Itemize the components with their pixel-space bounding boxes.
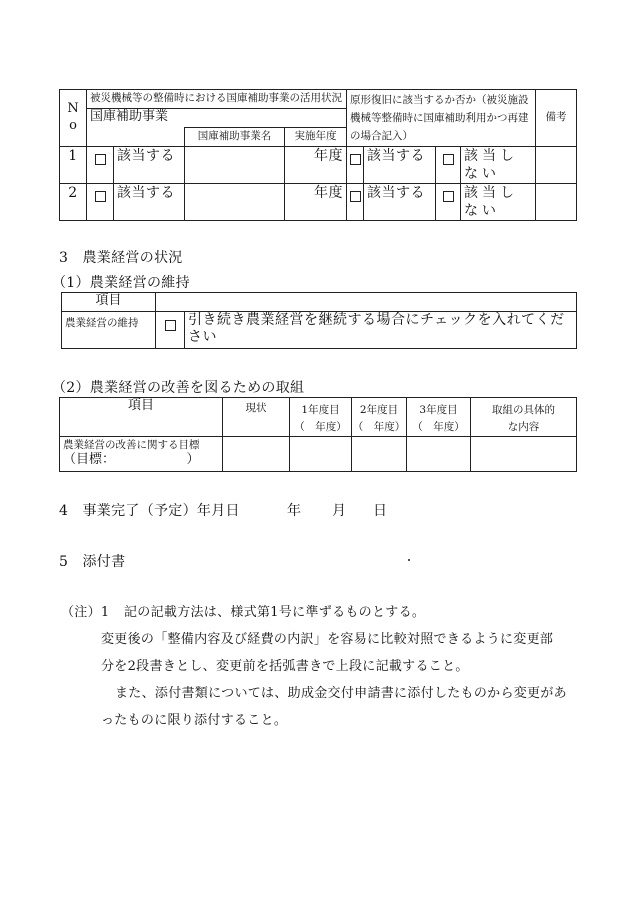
checkbox[interactable] xyxy=(95,191,106,202)
table-row xyxy=(60,146,577,183)
section-3-2-title: （2）農業経営の改善を図るための取組 xyxy=(52,380,305,396)
subsidy-header: 国庫補助事業 xyxy=(87,109,347,128)
item-header: 項目 xyxy=(62,293,156,312)
row-label: 農業経営の改善に関する目標 xyxy=(63,438,200,451)
current-cell[interactable] xyxy=(223,436,290,471)
year-header: 実施年度 xyxy=(285,128,347,146)
note-line-2: 変更後の「整備内容及び経費の内訳」を容易に比較対照できるように変更部 xyxy=(101,632,554,647)
target-field[interactable]: （目標： ） xyxy=(63,452,200,468)
checkbox[interactable] xyxy=(165,320,176,331)
year-2-header: 2年度目 xyxy=(359,404,399,416)
row-label: 農業経営の維持 xyxy=(62,312,156,349)
note-line-1: 記の記載方法は、様式第1号に準ずるものとする。 xyxy=(124,605,426,620)
current-header: 現状 xyxy=(223,398,290,437)
applies-label: 該当する xyxy=(114,146,185,183)
section-5-title: 5 添付書 xyxy=(59,554,126,570)
not-applies-label: 該当しない xyxy=(461,183,536,220)
checkbox[interactable] xyxy=(443,191,454,202)
year-label: 年 xyxy=(287,503,302,519)
subsidy-spacer xyxy=(87,128,185,146)
year-1-cell[interactable] xyxy=(290,436,352,471)
table-row xyxy=(62,312,577,349)
section-3-1-title: （1）農業経営の維持 xyxy=(52,275,190,291)
note-line-5: ったものに限り添付すること。 xyxy=(101,713,288,728)
year-3-sub: （ 年度） xyxy=(412,420,465,433)
checkbox[interactable] xyxy=(95,154,106,165)
year-3-header: 3年度目 xyxy=(419,404,458,416)
specific-cell[interactable] xyxy=(471,436,577,471)
checkbox[interactable] xyxy=(443,154,454,165)
section-4-title: 4 事業完了（予定）年月日 xyxy=(59,503,240,519)
subsidy-name-cell[interactable] xyxy=(185,146,285,183)
item-header: 項目 xyxy=(60,398,223,437)
row-number: 1 xyxy=(60,146,87,183)
month-label: 月 xyxy=(332,503,347,519)
row-number: 2 xyxy=(60,183,87,220)
checkbox[interactable] xyxy=(350,154,361,165)
specific-header: 取組の具体的な内容 xyxy=(471,398,577,437)
farm-maintenance-table xyxy=(61,292,577,349)
subsidy-name-header: 国庫補助事業名 xyxy=(185,128,285,146)
improvement-table xyxy=(59,397,577,472)
not-applies-label: 該当しない xyxy=(461,146,536,183)
subsidy-usage-table xyxy=(59,89,577,221)
remarks-cell[interactable] xyxy=(536,146,577,183)
row-text: 引き続き農業経営を継続する場合にチェックを入れてください xyxy=(185,312,577,349)
year-cell: 年度 xyxy=(285,183,347,220)
restoration-header: 原形復旧に該当するか否か（被災施設機械等整備時に国庫補助利用かつ再建の場合記入） xyxy=(347,90,536,147)
subsidy-name-cell[interactable] xyxy=(185,183,285,220)
section-3-title: 3 農業経営の状況 xyxy=(59,250,183,266)
day-label: 日 xyxy=(373,503,388,519)
remarks-cell[interactable] xyxy=(536,183,577,220)
no-header: N o xyxy=(60,90,87,147)
year-2-cell[interactable] xyxy=(352,436,407,471)
table-row xyxy=(60,436,577,471)
subsidy-usage-header: 被災機械等の整備時における国庫補助事業の活用状況 xyxy=(87,90,347,109)
note-prefix: （注）1 xyxy=(61,605,110,620)
table-row xyxy=(60,183,577,220)
stray-dot xyxy=(408,559,410,561)
year-2-sub: （ 年度） xyxy=(352,420,406,433)
year-1-sub: （ 年度） xyxy=(294,420,347,433)
applies-label: 該当する xyxy=(364,183,436,220)
year-1-header: 1年度目 xyxy=(301,404,340,416)
applies-label: 該当する xyxy=(114,183,185,220)
note-line-4: また、添付書類については、助成金交付申請書に添付したものから変更があ xyxy=(115,686,567,701)
year-cell: 年度 xyxy=(285,146,347,183)
note-line-3: 分を2段書きとし、変更前を括弧書きで上段に記載すること。 xyxy=(101,659,469,674)
applies-label: 該当する xyxy=(364,146,436,183)
checkbox[interactable] xyxy=(350,191,361,202)
remarks-header: 備考 xyxy=(536,90,577,147)
year-3-cell[interactable] xyxy=(407,436,471,471)
